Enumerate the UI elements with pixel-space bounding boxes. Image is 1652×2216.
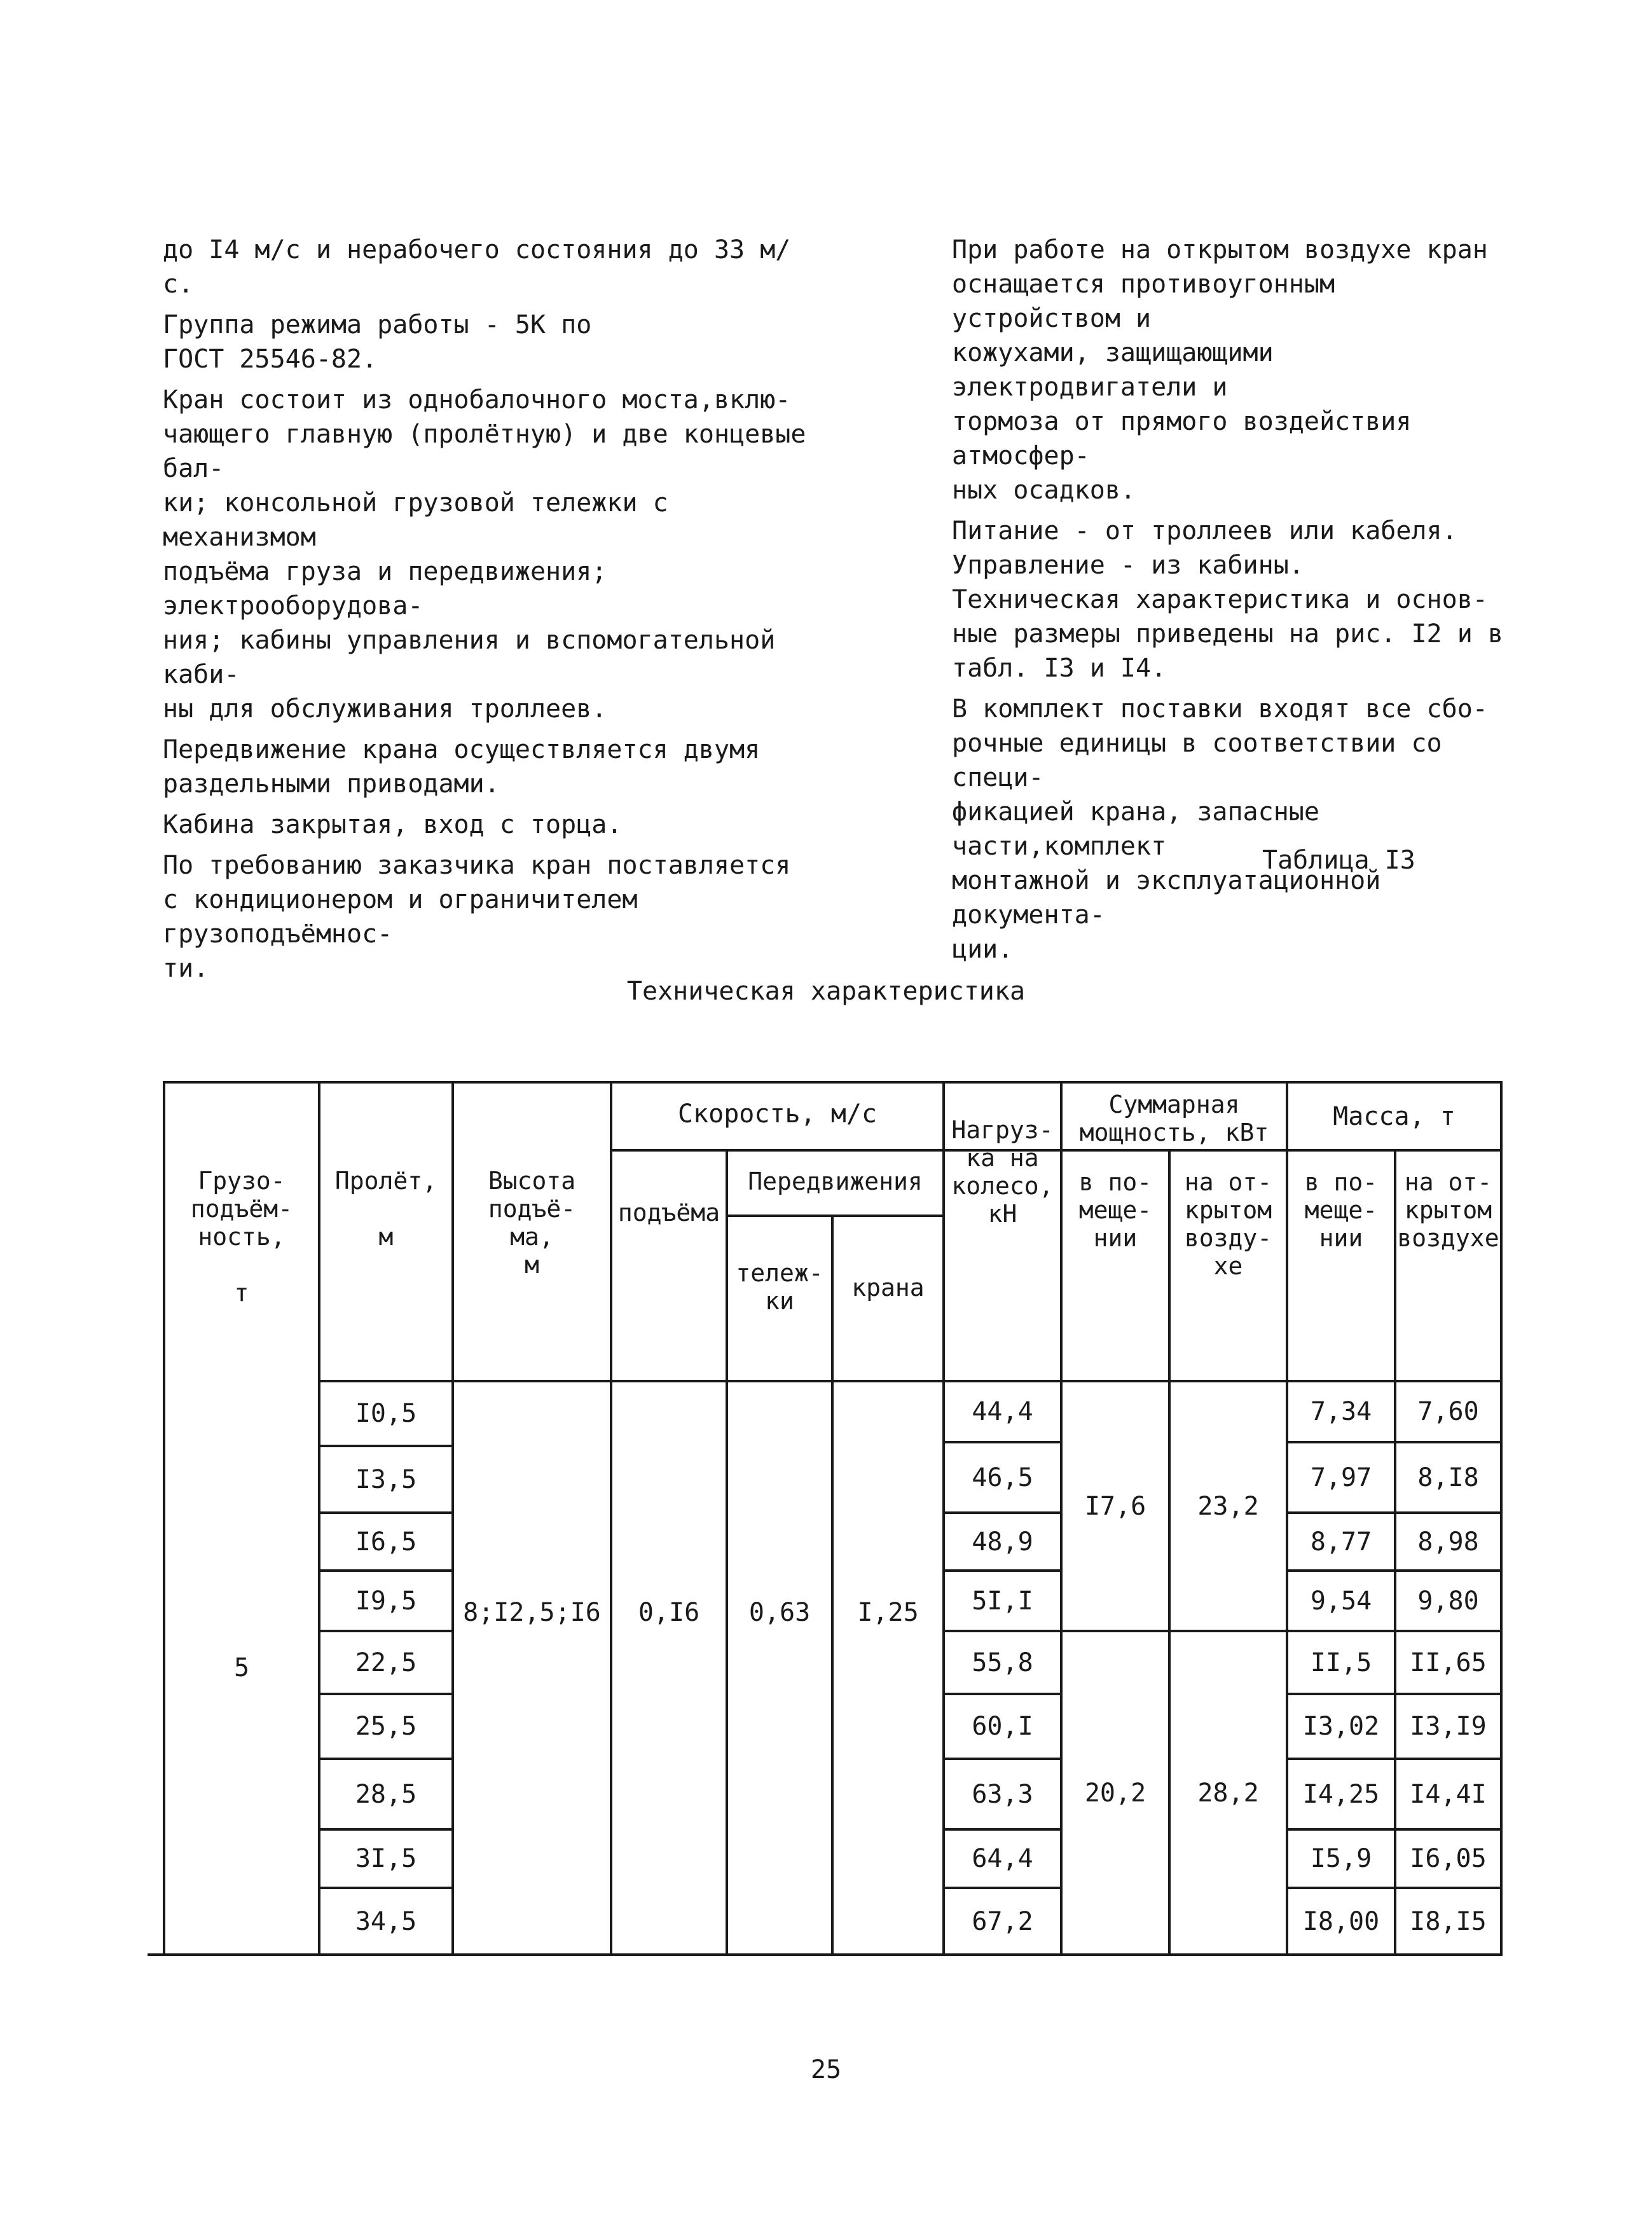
cell-speed-trolley: 0,63 [748,1598,811,1627]
cell-mass-outdoor-9: I8,I5 [1410,1906,1487,1936]
cell-load-8: 64,4 [972,1844,1033,1873]
table-border-top [163,1081,1503,1084]
cell-span-6: 25,5 [355,1712,417,1741]
cell-span-7: 28,5 [355,1779,417,1809]
cell-load-6: 60,I [972,1712,1033,1741]
cell-speed-crane: I,25 [857,1598,919,1627]
cell-mass-outdoor-3: 8,98 [1417,1527,1479,1557]
cell-mass-outdoor-7: I4,4I [1410,1779,1487,1809]
header-speed-travel: Передвижения [748,1167,923,1195]
spec-table [148,1081,1503,1956]
header-mass-indoor: в по- меще- нии [1304,1168,1378,1252]
cell-speed-lift: 0,I6 [638,1598,700,1627]
header-power: Суммарная мощность, кВт [1079,1091,1269,1146]
cell-mass-outdoor-5: II,65 [1410,1648,1487,1677]
left-paragraph-1: до I4 м/с и нерабочего состояния до 33 м/с. [163,235,791,299]
table-title: Техническая характеристика [626,977,1026,1006]
right-paragraph-2: Питание - от троллеев или кабеля. Управление - из кабины. Техническая характеристика и основ- ные размеры приведены на рис. I2 и в табл. I3 и I4. [952,516,1503,683]
header-wheel-load: Нагруз- ка на колесо, кН [951,1116,1054,1228]
header-speed-crane: крана [851,1274,925,1302]
cell-mass-indoor-7: I4,25 [1302,1779,1380,1809]
cell-mass-outdoor-6: I3,I9 [1410,1712,1487,1741]
header-lift-height: Высота подъё- ма, м [488,1167,576,1279]
header-mass: Масса, т [1333,1102,1456,1131]
table-number: Таблица I3 [1262,846,1415,875]
cell-load-3: 48,9 [972,1527,1033,1557]
cell-mass-indoor-5: II,5 [1310,1648,1372,1677]
cell-span-5: 22,5 [355,1648,417,1677]
cell-lift-height: 8;I2,5;I6 [463,1598,601,1627]
right-paragraph-3: В комплект поставки входят все сбо- рочные единицы в соответствии со специ- фикацией крана, запасные части,комплект монтажной и эксплуатационной документа- ции. [952,694,1488,964]
header-speed: Скорость, м/с [677,1099,878,1129]
cell-power-outdoor-group1: 23,2 [1197,1491,1259,1521]
cell-span-2: I3,5 [355,1464,417,1494]
header-speed-trolley: тележ- ки [736,1259,823,1315]
page-number: 25 [810,2055,842,2084]
cell-load-9: 67,2 [972,1906,1033,1936]
cell-span-8: 3I,5 [355,1844,417,1873]
table-border-right [1500,1081,1503,1956]
right-text-column [952,233,1511,973]
cell-span-9: 34,5 [355,1906,417,1936]
cell-span-3: I6,5 [355,1527,417,1557]
cell-power-indoor-group1: I7,6 [1084,1491,1146,1521]
cell-mass-indoor-3: 8,77 [1310,1527,1372,1557]
grid-h-travel [726,1215,945,1217]
left-paragraph-5: Кабина закрытая, вход с торца. [163,810,623,839]
cell-mass-indoor-6: I3,02 [1302,1712,1380,1741]
cell-mass-outdoor-4: 9,80 [1417,1586,1479,1616]
left-paragraph-6: По требованию заказчика кран поставляется с кондиционером и ограничителем грузоподъёмнос- ти. [163,851,791,983]
cell-load-7: 63,3 [972,1779,1033,1809]
left-paragraph-2: Группа режима работы - 5К по ГОСТ 25546-82. [163,310,592,374]
cell-mass-indoor-1: 7,34 [1310,1397,1372,1426]
cell-mass-outdoor-8: I6,05 [1410,1844,1487,1873]
cell-power-indoor-group2: 20,2 [1084,1778,1146,1808]
cell-load-5: 55,8 [972,1648,1033,1677]
header-capacity: Грузо- подъём- ность, т [190,1167,293,1307]
table-border-bottom [148,1953,1503,1956]
header-speed-lift: подъёма [617,1199,720,1227]
left-paragraph-4: Передвижение крана осуществляется двумя раздельными приводами. [163,735,761,799]
cell-mass-outdoor-1: 7,60 [1417,1397,1479,1426]
cell-load-1: 44,4 [972,1397,1033,1426]
cell-mass-indoor-8: I5,9 [1310,1844,1372,1873]
cell-span-1: I0,5 [355,1399,417,1428]
left-paragraph-3: Кран состоит из однобалочного моста,вклю- чающего главную (пролётную) и две концевые бал- ки; консольной грузовой тележки с механизмом подъёма груза и передвижения; электрооборудова- ния; кабины управления и вспомогательной каби- ны для обслуживания троллеев. [163,385,806,724]
cell-span-4: I9,5 [355,1586,417,1616]
cell-mass-indoor-2: 7,97 [1310,1462,1372,1492]
cell-mass-indoor-9: I8,00 [1302,1906,1380,1936]
cell-load-2: 46,5 [972,1462,1033,1492]
cell-mass-indoor-4: 9,54 [1310,1586,1372,1616]
header-span: Пролёт, м [334,1167,437,1251]
header-mass-outdoor: на от- крытом воздухе [1397,1168,1499,1252]
cell-capacity: 5 [233,1653,250,1683]
header-power-outdoor: на от- крытом возду- хе [1184,1168,1272,1280]
left-text-column [163,233,811,992]
header-power-indoor: в по- меще- нии [1078,1168,1152,1252]
cell-load-4: 5I,I [972,1586,1033,1616]
cell-mass-outdoor-2: 8,I8 [1417,1462,1479,1492]
cell-power-outdoor-group2: 28,2 [1197,1778,1259,1808]
right-paragraph-1: При работе на открытом воздухе кран оснащается противоугонным устройством и кожухами, защищающими электродвигатели и тормоза от прямого воздействия атмосфер- ных осадков. [952,235,1488,505]
